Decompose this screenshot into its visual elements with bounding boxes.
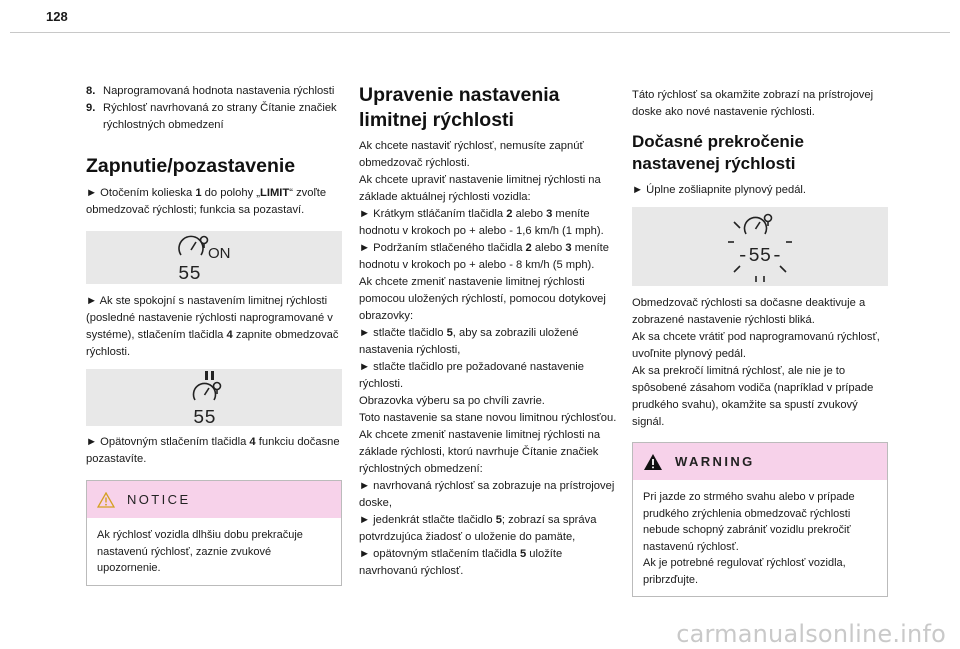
speed-limiter-flashing-icon	[720, 210, 800, 284]
paragraph: ► Krátkym stláčaním tlačidla 2 alebo 3 meníte hodnotu v krokoch po + alebo - 1,6 km/h (1 mph).	[359, 208, 604, 237]
paragraph: Ak chcete zmeniť nastavenie limitnej rýchlosti na základe rýchlosti, ktorú navrhuje Čítanie značiek rýchlostných obmedzení:	[359, 429, 601, 475]
column-3	[632, 87, 888, 597]
section-heading-adjust: Upravenie nastavenia limitnej rýchlosti	[359, 84, 560, 131]
paragraph: Ak sa prekročí limitná rýchlosť, ale nie je to spôsobené zásahom vodiča (napríklad v prípade prudkého svahu), okamžite sa spustí zvukový signál.	[632, 365, 874, 428]
display-image-flashing	[632, 207, 888, 286]
paragraph: Ak chcete zmeniť nastavenie limitnej rýchlosti pomocou uložených rýchlostí, pomocou dotykovej obrazovky:	[359, 276, 606, 322]
warning-triangle-icon	[643, 453, 663, 471]
list-item	[86, 83, 342, 100]
display-image-on	[86, 231, 342, 284]
column-2	[359, 83, 621, 580]
paragraph: ► Podržaním stlačeného tlačidla 2 alebo 3 meníte hodnotu v krokoch po + alebo - 8 km/h (5 mph).	[359, 242, 609, 271]
list-item	[86, 100, 342, 134]
list-text: Rýchlosť navrhovaná zo strany Čítanie značiek rýchlostných obmedzení	[103, 102, 337, 131]
paragraph: ► opätovným stlačením tlačidla 5 uložíte navrhovanú rýchlosť.	[359, 548, 563, 577]
top-divider	[10, 32, 950, 33]
list-number: 9.	[86, 102, 96, 114]
svg-text:ON: ON	[208, 244, 231, 262]
paragraph: ► jedenkrát stlačte tlačidlo 5; zobrazí sa správa potvrdzujúca žiadosť o uloženie do pamäte,	[359, 514, 597, 543]
paragraph: ► navrhovaná rýchlosť sa zobrazuje na prístrojovej doske,	[359, 480, 615, 509]
paragraph: Ak sa chcete vrátiť pod naprogramovanú rýchlosť, uvoľnite plynový pedál.	[632, 331, 880, 360]
list-number: 8.	[86, 85, 96, 97]
svg-text:55: 55	[178, 262, 201, 283]
warning-line: Ak je potrebné regulovať rýchlosť vozidla, pribrzďujte.	[643, 557, 846, 586]
display-image-pause	[86, 369, 342, 426]
paragraph: Toto nastavenie sa stane novou limitnou rýchlosťou.	[359, 412, 617, 424]
warning-header	[633, 443, 887, 480]
list-text: Naprogramovaná hodnota nastavenia rýchlosti	[103, 85, 335, 97]
paragraph: ► Úplne zošliapnite plynový pedál.	[632, 184, 807, 196]
speed-limiter-pause-icon	[184, 370, 244, 425]
warning-title: WARNING	[675, 454, 755, 469]
paragraph: Ak chcete nastaviť rýchlosť, nemusíte zapnúť obmedzovač rýchlosti.	[359, 140, 584, 169]
paragraph: Ak chcete upraviť nastavenie limitnej rýchlosti na základe aktuálnej rýchlosti vozidla:	[359, 174, 601, 203]
svg-text:-55-: -55-	[737, 244, 783, 267]
paragraph: ► Ak ste spokojní s nastavením limitnej rýchlosti (posledné nastavenie rýchlosti naprogramované v systéme), stlačením tlačidla 4 zapnite obmedzovač rýchlosti.	[86, 295, 339, 358]
warning-line: Pri jazde zo strmého svahu alebo v prípade prudkého zrýchlenia obmedzovač rýchlosti nebude schopný zabrániť vozidlu prekročiť nastavenú rýchlosť.	[643, 491, 855, 553]
section-heading-activation: Zapnutie/pozastavenie	[86, 155, 296, 177]
notice-box	[86, 480, 342, 586]
watermark: carmanualsonline.info	[676, 620, 946, 648]
warning-box	[632, 442, 888, 597]
paragraph: Obrazovka výberu sa po chvíli zavrie.	[359, 395, 545, 407]
column-1	[86, 83, 342, 586]
paragraph: ► Opätovným stlačením tlačidla 4 funkciu dočasne pozastavíte.	[86, 436, 340, 465]
notice-text: Ak rýchlosť vozidla dlhšiu dobu prekračuje nastavenú rýchlosť, zaznie zvukové upozornenie.	[97, 529, 303, 574]
speed-limiter-on-icon	[164, 233, 264, 283]
page-number: 128	[46, 9, 68, 24]
paragraph: ► stlačte tlačidlo 5, aby sa zobrazili uložené nastavenia rýchlosti,	[359, 327, 579, 356]
notice-title: NOTICE	[127, 492, 191, 507]
paragraph: ► Otočením kolieska 1 do polohy „LIMIT“ zvoľte obmedzovač rýchlosti; funkcia sa pozastaví.	[86, 187, 327, 216]
paragraph: Obmedzovač rýchlosti sa dočasne deaktivuje a zobrazené nastavenie rýchlosti bliká.	[632, 297, 866, 326]
svg-text:55: 55	[193, 407, 216, 425]
warning-triangle-icon	[97, 492, 115, 508]
paragraph: Táto rýchlosť sa okamžite zobrazí na prístrojovej doske ako nové nastavenie rýchlosti.	[632, 89, 874, 118]
notice-header	[87, 481, 341, 518]
warning-text	[633, 480, 887, 596]
section-heading-exceed: Dočasné prekročenie nastavenej rýchlosti	[632, 132, 804, 173]
paragraph: ► stlačte tlačidlo pre požadované nastavenie rýchlosti.	[359, 361, 585, 390]
